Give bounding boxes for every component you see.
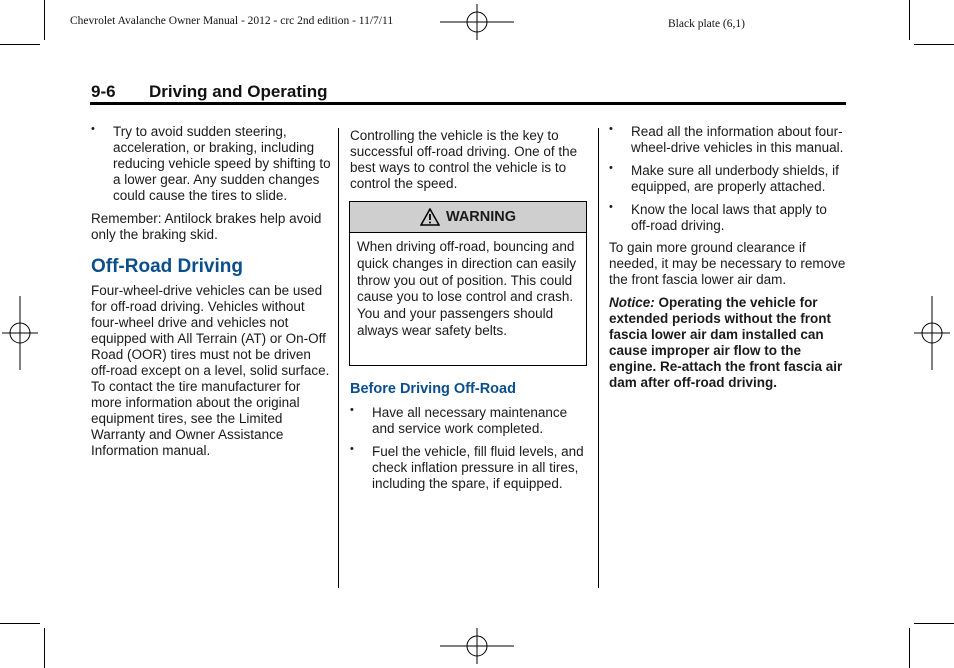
registration-mark-icon: [440, 628, 514, 664]
registration-mark-icon: [914, 296, 950, 370]
notice-text: Operating the vehicle for extended periods without the front fascia lower air dam installed can cause improper air flow to the engine. Re-attach the front fascia air dam after off-road driving.: [609, 295, 843, 390]
list-item-text: Know the local laws that apply to off-road driving.: [631, 202, 827, 233]
warning-header: [350, 202, 586, 233]
column-divider: [598, 128, 599, 588]
notice-paragraph: [609, 295, 847, 391]
slug-right: Black plate (6,1): [668, 18, 745, 30]
crop-mark-tr-v: [909, 0, 910, 40]
column-3: [609, 124, 847, 391]
list-item-text: Fuel the vehicle, fill fluid levels, and check inflation pressure in all tires, including the spare, if equipped.: [372, 444, 584, 491]
list-item-text: Make sure all underbody shields, if equipped, are properly attached.: [631, 163, 839, 194]
list-item-text: Try to avoid sudden steering, acceleration, or braking, including reducing vehicle speed by shifting to a lower gear. Any sudden changes could cause the tires to slide.: [113, 124, 331, 203]
bullet-icon: •: [91, 123, 95, 135]
crop-mark-bl-h: [0, 623, 40, 624]
slug-left: Chevrolet Avalanche Owner Manual - 2012 - crc 2nd edition - 11/7/11: [70, 15, 394, 27]
warning-triangle-icon: [420, 208, 440, 226]
list-item: [609, 124, 847, 156]
crop-mark-br-v: [909, 628, 910, 668]
subheading: Before Driving Off-Road: [350, 381, 516, 397]
list-item: [350, 405, 590, 437]
column-2: [350, 128, 586, 192]
crop-mark-tl-v: [44, 0, 45, 40]
warning-box: [349, 201, 587, 366]
bullet-icon: •: [609, 123, 613, 135]
remember-note: Remember: Antilock brakes help avoid only the braking skid.: [91, 211, 322, 242]
bullet-icon: •: [350, 443, 354, 455]
list-item-text: Read all the information about four-wheel-drive vehicles in this manual.: [631, 124, 844, 155]
crop-mark-bl-v: [44, 628, 45, 668]
column-divider: [338, 128, 339, 588]
warning-label: WARNING: [445, 209, 517, 225]
crop-mark-tr-h: [914, 44, 954, 45]
column-1: [91, 124, 331, 459]
page-title: Driving and Operating: [149, 82, 328, 101]
header-rule: [90, 102, 846, 105]
registration-mark-icon: [2, 296, 38, 370]
crop-mark-br-h: [914, 623, 954, 624]
list-item-text: Have all necessary maintenance and service work completed.: [372, 405, 568, 436]
notice-label: Notice:: [609, 295, 655, 310]
section-title: Off-Road Driving: [91, 256, 243, 277]
body-paragraph: Four-wheel-drive vehicles can be used for off-road driving. Vehicles without four-wheel drive and vehicles not equipped with All Terrain (AT) or On-Off Road (OOR) tires must not be driven off-road except on a level, solid surface. To contact the tire manufacturer for more information about the original equipment tires, see the Limited Warranty and Owner Assistance Information manual.: [91, 283, 330, 458]
list-item: [350, 444, 590, 492]
list-item: [91, 124, 331, 204]
list-item: [609, 163, 847, 195]
bullet-icon: •: [609, 201, 613, 213]
bullet-icon: •: [350, 404, 354, 416]
warning-text: When driving off-road, bouncing and quick changes in direction can easily throw you out of position. This could cause you to lose control and crash. You and your passengers should always wear safety belts.: [357, 239, 577, 338]
column-2-lower: [350, 381, 590, 492]
crop-mark-tl-h: [0, 44, 40, 45]
registration-mark-icon: [440, 4, 514, 40]
list-item: [609, 202, 847, 234]
body-paragraph: To gain more ground clearance if needed, it may be necessary to remove the front fascia lower air dam.: [609, 240, 846, 287]
body-paragraph: Controlling the vehicle is the key to successful off-road driving. One of the best ways to control the vehicle is to control the speed.: [350, 128, 578, 191]
bullet-icon: •: [609, 162, 613, 174]
page-number: 9-6: [91, 82, 116, 101]
